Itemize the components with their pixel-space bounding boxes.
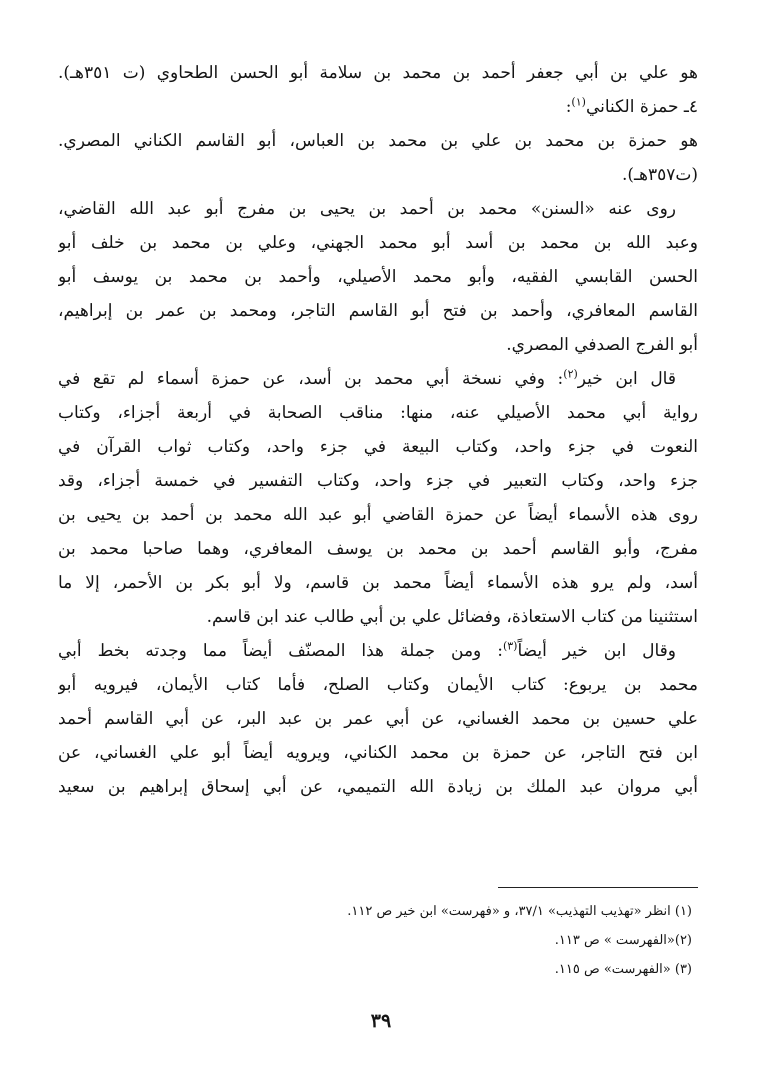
text-line-20: علي حسين بن محمد الغساني، عن أبي عمر بن عبد البر، عن أبي القاسم أحمد <box>58 709 698 729</box>
main-text <box>58 56 698 804</box>
footnote-ref-1[interactable]: (١) <box>571 95 586 109</box>
text-line-9: أبو الفرج الصدفي المصري. <box>506 335 698 355</box>
text-line-6: وعبد الله بن محمد بن أسد أبو محمد الجهني، وعلي بن محمد بن خلف أبو <box>58 233 698 253</box>
text-line-18-start: وقال ابن خير أيضاً <box>517 641 677 661</box>
section-heading-hamza-al-kinani <box>58 90 698 124</box>
text-line-11: رواية أبي محمد الأصيلي عنه، منها: مناقب الصحابة في أربعة أجزاء، وكتاب <box>58 403 698 423</box>
text-line-22: أبي مروان عبد الملك بن زيادة الله التميمي، عن أبي إسحاق إبراهيم بن سعيد <box>58 777 698 797</box>
page-number: ٣٩ <box>370 1010 392 1032</box>
text-line-13: جزء واحد، وكتاب التعبير في جزء واحد، وكتاب التفسير في خمسة أجزاء، وقد <box>58 471 698 491</box>
text-line-18-rest: : ومن جملة هذا المصنّف أيضاً مما وجدته بخط أبي <box>58 641 503 661</box>
footnote-ref-3[interactable]: (٣) <box>502 639 518 653</box>
text-line-10 <box>58 362 698 396</box>
footnote-2: (٢)«الفهرست » ص ١١٣. <box>554 933 692 948</box>
text-line-19: محمد بن يربوع: كتاب الأيمان وكتاب الصلح، فأما كتاب الأيمان، فيرويه أبو <box>58 675 698 695</box>
heading-text: ٤ـ حمزة الكناني <box>585 97 698 117</box>
text-line-21: ابن فتح التاجر، عن حمزة بن محمد الكناني، ويرويه أيضاً أبو علي الغساني، عن <box>58 743 698 763</box>
text-line-8: القاسم المعافري، وأحمد بن فتح أبو القاسم التاجر، ومحمد بن عمر بن إبراهيم، <box>58 301 698 321</box>
footnotes <box>72 897 692 984</box>
text-line-16: أسد، ولم يرو هذه الأسماء أيضاً محمد بن قاسم، ولا أبو بكر بن الأحمر، إلا ما <box>58 573 698 593</box>
text-line-5: روى عنه «السنن» محمد بن أحمد بن يحيى بن مفرج أبو عبد الله القاضي، <box>58 199 676 219</box>
text-line-10-start: قال ابن خير <box>577 369 676 389</box>
text-line-10-rest: : وفي نسخة أبي محمد بن أسد، عن حمزة أسماء لم تقع في <box>58 369 564 389</box>
footnote-divider <box>498 887 698 888</box>
heading-colon: : <box>565 97 572 117</box>
text-line-15: مفرج، وأبو القاسم أحمد بن محمد بن يوسف المعافري، وهما صاحبا محمد بن <box>58 539 698 559</box>
text-line-12: النعوت في جزء واحد، وكتاب البيعة في جزء واحد، وكتاب ثواب القرآن في <box>58 437 698 457</box>
text-line-1: هو علي بن أبي جعفر أحمد بن محمد بن سلامة أبو الحسن الطحاوي (ت ٣٥١هـ). <box>58 63 698 83</box>
footnote-3: (٣) «الفهرست» ص ١١٥. <box>554 962 692 977</box>
text-line-3: هو حمزة بن محمد بن علي بن محمد بن العباس، أبو القاسم الكناني المصري. <box>58 131 698 151</box>
text-line-7: الحسن القابسي الفقيه، وأبو محمد الأصيلي، وأحمد بن محمد بن يوسف أبو <box>58 267 698 287</box>
text-line-17: استثنينا من كتاب الاستعاذة، وفضائل علي بن أبي طالب عند ابن قاسم. <box>206 607 698 627</box>
text-line-4: (ت٣٥٧هـ). <box>621 165 698 185</box>
text-line-14: روى هذه الأسماء أيضاً عن حمزة القاضي أبو عبد الله محمد بن أحمد بن يحيى بن <box>58 505 698 525</box>
footnote-1: (١) انظر «تهذيب التهذيب» ٣٧/١، و «فهرست» ابن خير ص ١١٢. <box>347 904 692 919</box>
footnote-ref-2[interactable]: (٢) <box>563 367 578 381</box>
text-line-18 <box>58 634 698 668</box>
